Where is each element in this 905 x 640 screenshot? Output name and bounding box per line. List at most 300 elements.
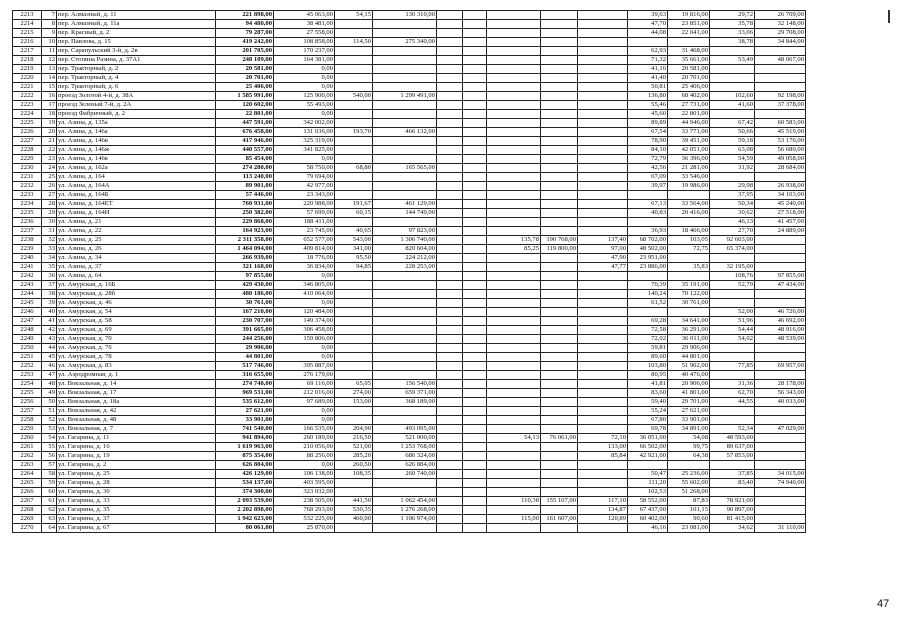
table-cell: 68 402,00 [668,92,710,101]
table-cell: 25 236,00 [668,470,710,479]
table-cell: 2260 [13,434,42,443]
table-cell: 0,00 [274,299,335,308]
table-row [13,488,806,497]
table-cell: 56 680,00 [755,146,806,155]
table-row [13,101,806,110]
table-cell: 65,05 [335,380,373,389]
table-cell: 1 585 991,00 [216,92,274,101]
table-cell: 42 051,00 [668,146,710,155]
table-cell: 19 [42,119,57,128]
table-cell: 221 898,00 [216,11,274,20]
table-cell: 969 531,00 [216,389,274,398]
table-cell: 652 577,00 [274,236,335,245]
table-cell [373,47,437,56]
table-cell [541,20,578,29]
table-cell [755,434,806,443]
table-cell-empty [437,101,463,110]
table-cell: пер. Сарапульский 3-й, д. 2в [57,47,216,56]
table-cell: ул. Азина, д. 146ж [57,146,216,155]
table-cell [755,299,806,308]
table-cell: 626 884,00 [216,461,274,470]
table-cell [541,227,578,236]
table-cell: 41,60 [710,101,755,110]
table-cell: 410 064,00 [274,290,335,299]
table-cell: 95,50 [335,254,373,263]
table-cell: 45,60 [628,110,668,119]
table-cell [755,353,806,362]
table-cell: 30 761,00 [216,299,274,308]
table-cell: 59,40 [628,398,668,407]
table-cell: 120 484,00 [274,308,335,317]
table-cell [755,263,806,272]
table-cell: 110,38 [487,497,541,506]
table-cell [335,317,373,326]
table-cell [487,155,541,164]
table-cell: 2266 [13,488,42,497]
table-cell-empty [437,137,463,146]
table-cell [373,182,437,191]
table-cell: ул. Азина, д. 164И [57,209,216,218]
table-cell [541,353,578,362]
table-cell: 41 801,00 [668,389,710,398]
table-cell: 24 [42,164,57,173]
table-cell: 25 870,00 [274,524,335,533]
table-cell: 2261 [13,443,42,452]
table-cell: 57 699,00 [274,209,335,218]
table-cell: 22 801,00 [668,110,710,119]
table-cell: 70 122,00 [668,290,710,299]
table-cell: 102,60 [710,92,755,101]
table-cell: 50 [42,398,57,407]
table-cell: 29 [42,209,57,218]
table-cell-empty [463,38,487,47]
table-cell [578,335,628,344]
table-cell: 111,20 [628,479,668,488]
table-cell: 101,15 [668,506,710,515]
table-cell [487,38,541,47]
table-cell: 1 942 623,00 [216,515,274,524]
table-cell [578,92,628,101]
table-cell-empty [463,83,487,92]
table-cell: 42,56 [628,164,668,173]
table-cell: 2257 [13,407,42,416]
table-cell: 57 446,00 [216,191,274,200]
table-cell [710,65,755,74]
table-cell [541,299,578,308]
table-cell [335,416,373,425]
table-cell [541,506,578,515]
table-cell: 229 868,00 [216,218,274,227]
table-cell [541,461,578,470]
table-cell [541,308,578,317]
table-cell: 480 186,00 [216,290,274,299]
table-cell: 18 776,00 [274,254,335,263]
table-cell-empty [437,290,463,299]
table-cell [578,407,628,416]
table-cell [578,182,628,191]
table-cell-empty [463,227,487,236]
table-cell [487,470,541,479]
table-cell: 63 [42,515,57,524]
table-cell [373,416,437,425]
table-cell: 33 901,00 [216,416,274,425]
table-cell: 55,46 [628,101,668,110]
table-cell-empty [463,353,487,362]
table-cell: 1 062 454,00 [373,497,437,506]
table-cell [373,65,437,74]
table-cell [487,488,541,497]
table-cell [373,335,437,344]
table-cell [755,236,806,245]
table-cell-empty [463,56,487,65]
table-cell [487,371,541,380]
table-cell: 38 [42,290,57,299]
table-cell [487,272,541,281]
table-cell: 768 293,00 [274,506,335,515]
table-cell: 106 138,00 [274,470,335,479]
table-cell: 11 [42,47,57,56]
table-cell: 32 [42,236,57,245]
table-cell [541,110,578,119]
table-cell-empty [463,506,487,515]
table-cell: 67 437,00 [628,506,668,515]
table-cell: 79 287,00 [216,29,274,38]
table-cell [335,173,373,182]
table-cell [755,74,806,83]
table-cell: 90,60 [668,515,710,524]
table-cell [373,371,437,380]
table-cell: 2217 [13,47,42,56]
table-cell: 54,13 [487,434,541,443]
table-cell: 85 454,00 [216,155,274,164]
table-cell: 54,44 [710,326,755,335]
table-cell [487,227,541,236]
table-cell: ул. Азина, д. 22 [57,227,216,236]
table-row [13,245,806,254]
table-cell: 36 051,00 [628,434,668,443]
table-cell: 429 430,00 [216,281,274,290]
table-cell: 493 095,00 [373,425,437,434]
table-cell-empty [437,92,463,101]
table-cell [541,272,578,281]
table-cell [487,182,541,191]
table-cell: 417 946,00 [216,137,274,146]
table-cell: 45 519,00 [755,128,806,137]
table-cell: 27 518,00 [755,209,806,218]
table-row [13,290,806,299]
table-cell: 44 801,00 [216,353,274,362]
table-cell [335,20,373,29]
table-row [13,47,806,56]
table-cell: 41 [42,317,57,326]
table-cell-empty [463,416,487,425]
table-cell [373,56,437,65]
table-cell: 0,00 [274,353,335,362]
table-cell [487,128,541,137]
table-cell [541,362,578,371]
table-cell-empty [463,200,487,209]
table-cell: 149 374,00 [274,317,335,326]
table-cell: 190 768,00 [541,236,578,245]
table-cell: 20 [42,128,57,137]
table-cell: 36 291,00 [668,326,710,335]
table-cell: 108 858,00 [274,38,335,47]
table-cell [755,416,806,425]
table-row [13,470,806,479]
table-cell [487,20,541,29]
page-number: 47 [877,598,890,610]
table-cell-empty [463,479,487,488]
table-cell: 36 011,00 [668,335,710,344]
table-cell [487,380,541,389]
table-cell: 67,09 [628,173,668,182]
table-cell [578,281,628,290]
table-cell-empty [437,128,463,137]
table-cell [541,371,578,380]
table-cell: ул. Азина, д. 21 [57,218,216,227]
table-cell [335,344,373,353]
table-cell [487,425,541,434]
table-cell: 153,00 [335,398,373,407]
table-cell-empty [463,398,487,407]
table-row [13,344,806,353]
table-cell: 48 [42,380,57,389]
table-cell: 34,62 [710,524,755,533]
table-cell [487,524,541,533]
table-cell [541,344,578,353]
table-cell: 276 179,00 [274,371,335,380]
table-cell: 55 602,00 [668,479,710,488]
table-cell [335,101,373,110]
register-sheet [12,10,886,533]
table-cell: 2238 [13,236,42,245]
table-cell: 260 740,00 [373,470,437,479]
table-cell: 35 191,00 [668,281,710,290]
table-cell [541,74,578,83]
table-cell: ул. Аэродромная, д. 1 [57,371,216,380]
table-cell [487,200,541,209]
table-cell: 2214 [13,20,42,29]
table-cell-empty [463,92,487,101]
table-cell: 50,34 [710,200,755,209]
table-cell: 22 801,00 [216,110,274,119]
table-cell: 49 058,00 [755,155,806,164]
table-cell [710,110,755,119]
table-cell-empty [463,272,487,281]
table-cell [335,74,373,83]
table-cell: 228 253,00 [373,263,437,272]
table-cell: 1 619 963,00 [216,443,274,452]
table-cell: ул. Амурская, д. 76 [57,344,216,353]
table-cell: 135,78 [487,236,541,245]
table-row [13,335,806,344]
table-row [13,110,806,119]
table-cell [487,353,541,362]
table-cell: 0,00 [274,155,335,164]
table-cell: 54,08 [668,434,710,443]
table-cell: 23 851,00 [668,20,710,29]
table-cell: 0,00 [274,65,335,74]
table-cell: 54,59 [710,155,755,164]
table-cell: 2215 [13,29,42,38]
table-cell: 55,24 [628,407,668,416]
table-cell [335,146,373,155]
table-cell-empty [437,47,463,56]
table-cell [487,479,541,488]
table-cell: 72,58 [628,326,668,335]
table-row [13,164,806,173]
table-cell: 69 957,00 [755,362,806,371]
table-cell [578,110,628,119]
table-cell-empty [437,380,463,389]
table-cell [578,83,628,92]
table-cell-empty [437,344,463,353]
table-cell: 28 684,00 [755,164,806,173]
table-cell-empty [463,137,487,146]
table-cell: 161 607,00 [541,515,578,524]
table-cell: 2251 [13,353,42,362]
table-cell [487,137,541,146]
table-cell [541,452,578,461]
table-cell: ул. Амурская, д. 46 [57,299,216,308]
table-cell: 103,05 [668,236,710,245]
table-cell [578,29,628,38]
table-cell: 2268 [13,506,42,515]
table-cell: 47 434,00 [755,281,806,290]
table-cell-empty [463,20,487,29]
table-cell-empty [463,110,487,119]
table-cell: 65 374,00 [710,245,755,254]
table-cell [710,74,755,83]
table-cell: 51,96 [710,317,755,326]
table-cell: 188 411,00 [274,218,335,227]
table-cell [373,218,437,227]
table-cell: 1 276 268,00 [373,506,437,515]
table-cell [487,362,541,371]
table-cell [628,38,668,47]
table-row [13,74,806,83]
table-cell: пер. Алмазный, д. 11 [57,11,216,20]
table-cell [335,272,373,281]
table-cell: 37,95 [710,191,755,200]
table-cell: ул. Гагарина, д. 28 [57,479,216,488]
table-cell: 46,13 [710,218,755,227]
table-cell: 29 708,00 [755,29,806,38]
table-cell [487,218,541,227]
table-cell [578,200,628,209]
table-cell: 0,00 [274,83,335,92]
table-cell: 25 406,00 [668,83,710,92]
table-cell: 8 [42,20,57,29]
table-cell: 2264 [13,470,42,479]
table-row [13,443,806,452]
table-cell [487,344,541,353]
table-cell [578,425,628,434]
table-cell [578,389,628,398]
table-cell: 88 256,00 [274,452,335,461]
table-cell [710,83,755,92]
table-cell: 29,72 [710,11,755,20]
table-cell-empty [437,263,463,272]
table-cell [668,461,710,470]
table-cell-empty [437,182,463,191]
table-cell: 67,13 [628,200,668,209]
table-cell: ул. Гагарина, д. 2 [57,461,216,470]
table-cell: 18 466,00 [668,227,710,236]
table-cell [755,497,806,506]
table-cell: ул. Азина, д. 37 [57,263,216,272]
table-row [13,38,806,47]
table-cell [373,281,437,290]
table-cell [335,155,373,164]
table-row [13,479,806,488]
table-cell: 1 106 974,00 [373,515,437,524]
table-cell-empty [437,389,463,398]
table-cell: 47,70 [628,20,668,29]
table-cell-empty [437,497,463,506]
table-cell: 530,35 [335,506,373,515]
table-cell: 1 464 094,00 [216,245,274,254]
table-cell-empty [463,74,487,83]
table-cell [541,317,578,326]
table-cell: 31 468,00 [668,47,710,56]
table-cell: 260 189,00 [274,434,335,443]
table-cell: 23 886,00 [628,263,668,272]
table-cell: 2216 [13,38,42,47]
table-cell-empty [437,254,463,263]
table-cell [628,218,668,227]
table-cell: 0,00 [274,110,335,119]
table-cell: 108,76 [710,272,755,281]
table-cell [578,344,628,353]
table-cell: 466 132,00 [373,128,437,137]
table-cell [541,65,578,74]
table-cell [578,371,628,380]
table-cell: 341,00 [335,245,373,254]
table-cell-empty [437,416,463,425]
table-cell [628,461,668,470]
table-cell: 31,92 [710,164,755,173]
table-cell: 212 016,00 [274,389,335,398]
table-cell [578,290,628,299]
table-cell [628,191,668,200]
table-cell: 53,49 [710,56,755,65]
table-cell: 2239 [13,245,42,254]
table-row [13,497,806,506]
table-cell: ул. Вокзальная, д. 14 [57,380,216,389]
table-cell: 59 [42,479,57,488]
table-cell: 316 655,00 [216,371,274,380]
table-cell: 2219 [13,65,42,74]
table-cell [335,137,373,146]
table-cell: 0,00 [274,461,335,470]
table-cell: ул. Гагарина, д. 11 [57,434,216,443]
table-cell [373,101,437,110]
table-cell: 164 923,00 [216,227,274,236]
table-cell [755,452,806,461]
table-cell: 2234 [13,200,42,209]
table-cell: ул. Вокзальная, д. 18а [57,398,216,407]
table-cell: 42 977,00 [274,182,335,191]
table-cell: 543,00 [335,236,373,245]
table-cell: 191,67 [335,200,373,209]
table-row [13,11,806,20]
table-cell: 2232 [13,182,42,191]
table-cell: 2 311 358,00 [216,236,274,245]
table-cell: 62,93 [628,47,668,56]
table-cell: 238 505,00 [274,497,335,506]
table-cell-empty [437,281,463,290]
